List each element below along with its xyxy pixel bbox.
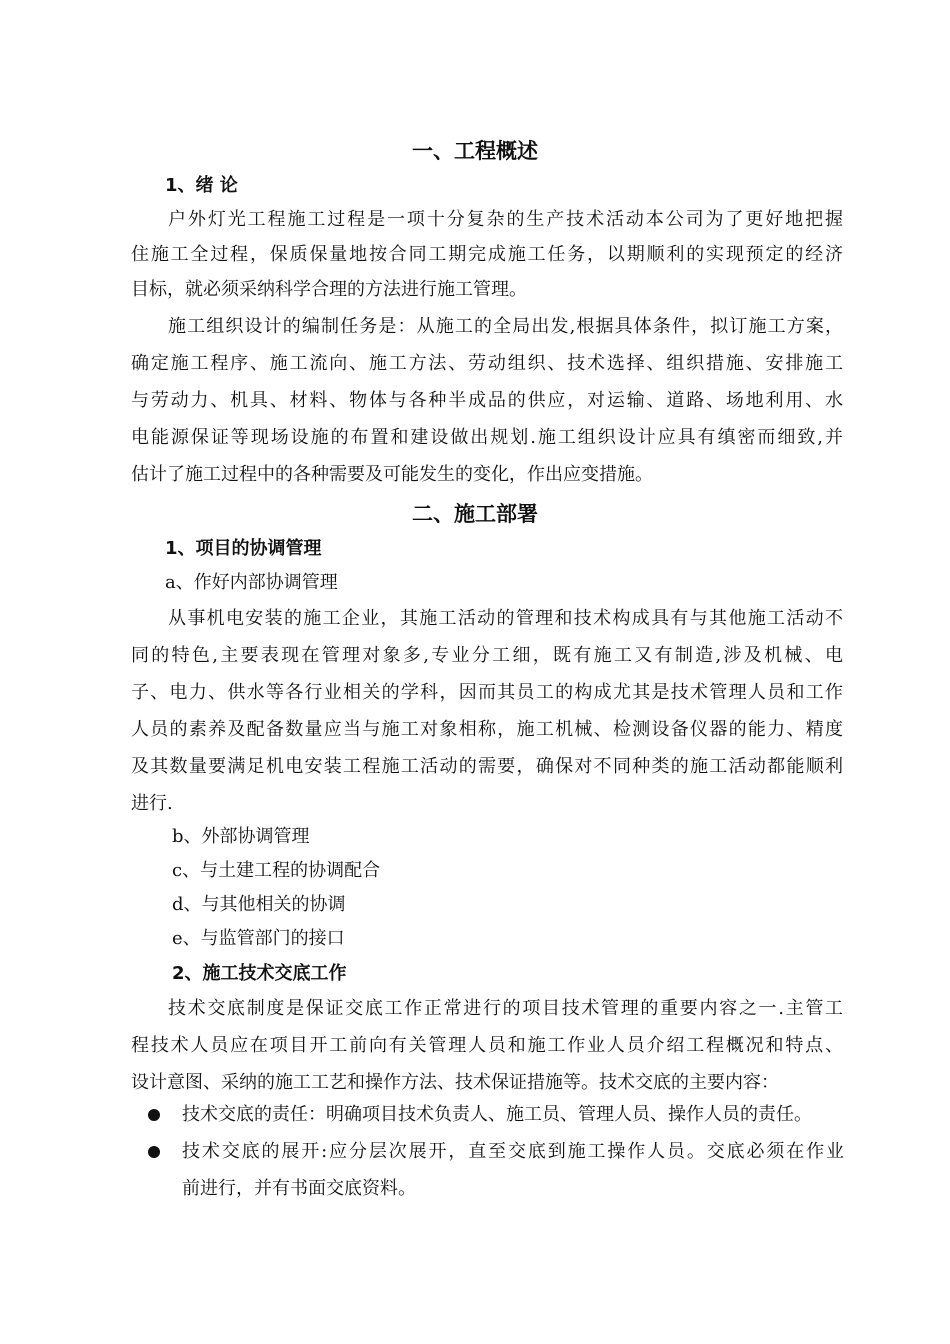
subheading-supervision: e、与监管部门的接口 <box>172 928 345 949</box>
paragraph-line: 及其数量要满足机电安装工程施工活动的需要，确保对不同种类的施工活动都能顺利 <box>131 756 843 777</box>
paragraph-line: 目标，就必须采纳科学合理的方法进行施工管理。 <box>131 279 527 300</box>
subheading-external: b、外部协调管理 <box>172 826 310 847</box>
heading-coordination: 1、项目的协调管理 <box>165 538 322 559</box>
paragraph-line: 同的特色,主要表现在管理对象多,专业分工细，既有施工又有制造,涉及机械、电 <box>131 645 843 666</box>
section-title-overview: 一、工程概述 <box>412 139 538 163</box>
heading-technical-briefing: 2、施工技术交底工作 <box>172 963 347 984</box>
section-title-deployment: 二、施工部署 <box>412 502 538 526</box>
subheading-other: d、与其他相关的协调 <box>172 894 346 915</box>
paragraph-line: 子、电力、供水等各行业相关的学科，因而其员工的构成尤其是技术管理人员和工作 <box>131 682 843 703</box>
subheading-internal: a、作好内部协调管理 <box>165 572 338 593</box>
paragraph-line: 电能源保证等现场设施的布置和建设做出规划.施工组织设计应具有缜密而细致,并 <box>131 427 843 448</box>
paragraph-line: 与劳动力、机具、材料、物体与各种半成品的供应，对运输、道路、场地利用、水 <box>131 390 843 411</box>
paragraph-line: 设计意图、采纳的施工工艺和操作方法、技术保证措施等。技术交底的主要内容： <box>131 1072 779 1093</box>
bullet-dot-icon <box>148 1146 160 1158</box>
paragraph-line: 户外灯光工程施工过程是一项十分复杂的生产技术活动本公司为了更好地把握 <box>168 209 843 230</box>
paragraph-line: 从事机电安装的施工企业，其施工活动的管理和技术构成具有与其他施工活动不 <box>168 608 843 629</box>
paragraph-line: 进行. <box>131 793 173 814</box>
bullet-item: 技术交底的责任：明确项目技术负责人、施工员、管理人员、操作人员的责任。 <box>182 1104 812 1125</box>
subheading-civil: c、与土建工程的协调配合 <box>172 860 381 881</box>
paragraph-line: 程技术人员应在项目开工前向有关管理人员和施工作业人员介绍工程概况和特点、 <box>131 1035 843 1056</box>
paragraph-line: 技术交底制度是保证交底工作正常进行的项目技术管理的重要内容之一.主管工 <box>168 998 843 1019</box>
bullet-dot-icon <box>148 1109 160 1121</box>
paragraph-line: 确定施工程序、施工流向、施工方法、劳动组织、技术选择、组织措施、安排施工 <box>131 353 843 374</box>
heading-introduction: 1、绪 论 <box>165 175 238 196</box>
paragraph-line: 估计了施工过程中的各种需要及可能发生的变化，作出应变措施。 <box>131 464 653 485</box>
paragraph-line: 施工组织设计的编制任务是：从施工的全局出发,根据具体条件，拟订施工方案， <box>168 316 843 337</box>
bullet-item-continued: 前进行，并有书面交底资料。 <box>182 1178 416 1199</box>
paragraph-line: 人员的素养及配备数量应当与施工对象相称，施工机械、检测设备仪器的能力、精度 <box>131 719 843 740</box>
bullet-item: 技术交底的展开:应分层次展开，直至交底到施工操作人员。交底必须在作业 <box>182 1141 844 1162</box>
paragraph-line: 住施工全过程，保质保量地按合同工期完成施工任务，以期顺利的实现预定的经济 <box>131 244 843 265</box>
